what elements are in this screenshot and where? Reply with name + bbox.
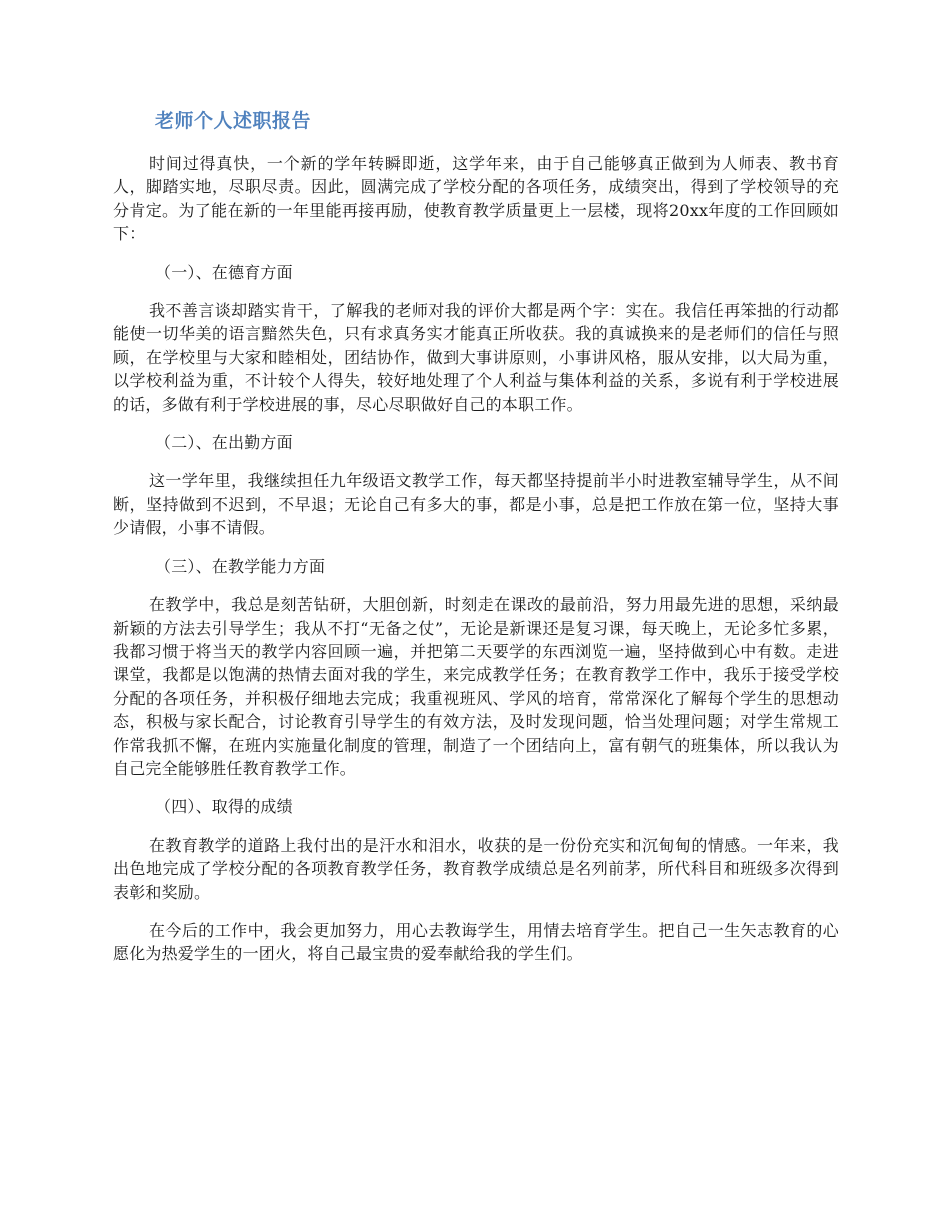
section-body-achievements: 在教育教学的道路上我付出的是汗水和泪水，收获的是一份份充实和沉甸甸的情感。一年来，我出色地完成了学校分配的各项教育教学任务，教育教学成绩总是名列前茅，所代科目和班级多次得到表彰和奖励。 [113,835,839,902]
intro-paragraph: 时间过得真快，一个新的学年转瞬即逝，这学年来，由于自己能够真正做到为人师表、教书育人，脚踏实地，尽职尽责。因此，圆满完成了学校分配的各项任务，成绩突出，得到了学校领导的充分肯定。为了能在新的一年里能再接再励，使教育教学质量更上一层楼，现将20xx年度的工作回顾如下： [113,154,839,244]
section-heading-attendance: （二）、在出勤方面 [155,433,293,453]
section-heading-teaching: （三）、在教学能力方面 [155,556,326,576]
section-heading-achievements: （四）、取得的成绩 [155,797,293,817]
section-body-teaching: 在教学中，我总是刻苦钻研，大胆创新，时刻走在课改的最前沿，努力用最先进的思想，采纳最新颖的方法去引导学生；我从不打“无备之仗”，无论是新课还是复习课，每天晚上，无论多忙多累，我都习惯于将当天的教学内容回顾一遍，并把第二天要学的东西浏览一遍，坚持做到心中有数。走进课堂，我都是以饱满的热情去面对我的学生，来完成教学任务；在教育教学工作中，我乐于接受学校分配的各项任务，并积极仔细地去完成；我重视班风、学风的培育，常常深化了解每个学生的思想动态，积极与家长配合，讨论教育引导学生的有效方法，及时发现问题，恰当处理问题；对学生常规工作常我抓不懈，在班内实施量化制度的管理，制造了一个团结向上，富有朝气的班集体，所以我认为自己完全能够胜任教育教学工作。 [113,595,839,778]
section-body-attendance: 这一学年里，我继续担任九年级语文教学工作，每天都坚持提前半小时进教室辅导学生，从不间断，坚持做到不迟到，不早退；无论自己有多大的事，都是小事，总是把工作放在第一位，坚持大事少请假，小事不请假。 [113,471,839,538]
section-body-moral: 我不善言谈却踏实肯干，了解我的老师对我的评价大都是两个字：实在。我信任再笨拙的行动都能使一切华美的语言黯然失色，只有求真务实才能真正所收获。我的真诚换来的是老师们的信任与照顾，在学校里与大家和睦相处，团结协作，做到大事讲原则，小事讲风格，服从安排，以大局为重，以学校利益为重，不计较个人得失，较好地处理了个人利益与集体利益的关系，多说有利于学校进展的话，多做有利于学校进展的事，尽心尽职做好自己的本职工作。 [113,301,839,414]
closing-paragraph: 在今后的工作中，我会更加努力，用心去教诲学生，用情去培育学生。把自己一生矢志教育的心愿化为热爱学生的一团火，将自己最宝贵的爱奉献给我的学生们。 [113,920,839,964]
document-page [113,108,839,981]
document-title: 老师个人述职报告 [155,110,312,132]
section-heading-moral: （一）、在德育方面 [155,262,293,282]
